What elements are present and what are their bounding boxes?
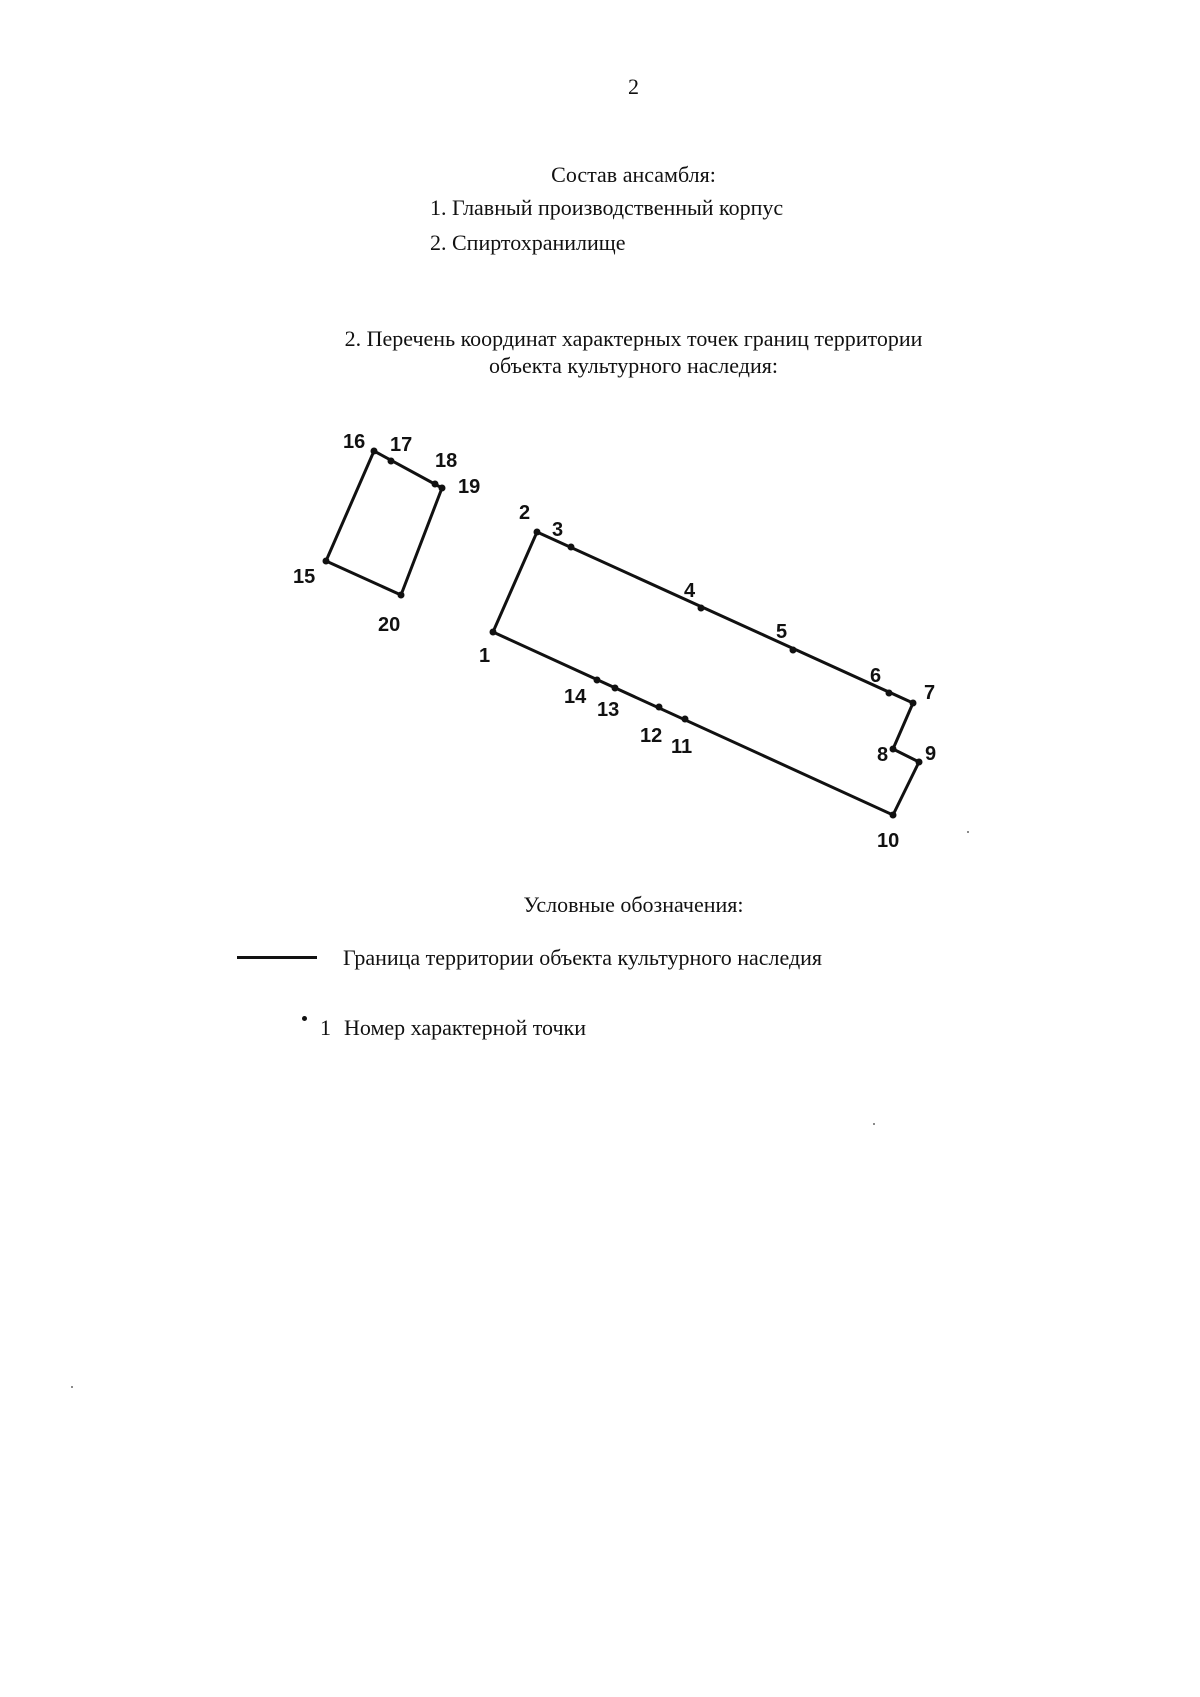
composition-item: 2. Спиртохранилище xyxy=(430,230,626,255)
boundary-point xyxy=(388,458,395,465)
point-label: 13 xyxy=(597,699,620,721)
legend-boundary-line-text: Граница территории объекта культурного наследия xyxy=(343,945,823,970)
boundary-point xyxy=(916,759,923,766)
scan-speck xyxy=(71,1386,73,1388)
boundary-point xyxy=(656,704,663,711)
legend-point-number: 1 xyxy=(320,1015,331,1040)
point-label: 12 xyxy=(640,725,663,747)
point-label: 20 xyxy=(378,614,401,636)
boundary-point xyxy=(534,529,541,536)
scan-speck xyxy=(873,1123,875,1125)
point-label: 16 xyxy=(343,431,366,453)
boundary-contour-spirit-storage xyxy=(326,451,442,595)
point-label: 5 xyxy=(776,621,788,643)
boundary-point xyxy=(698,605,705,612)
section-heading-line: объекта культурного наследия: xyxy=(489,353,778,378)
boundary-point xyxy=(323,558,330,565)
boundary-point xyxy=(886,690,893,697)
legend-point-text: Номер характерной точки xyxy=(344,1015,586,1040)
scan-speck xyxy=(967,831,969,833)
point-label: 19 xyxy=(458,476,481,498)
boundary-point xyxy=(790,647,797,654)
point-label: 18 xyxy=(435,450,458,472)
boundary-point xyxy=(890,746,897,753)
boundary-point xyxy=(612,685,619,692)
point-label: 14 xyxy=(564,686,587,708)
legend-boundary-line-sample xyxy=(237,956,317,959)
legend-point-marker-icon xyxy=(302,1016,307,1021)
section-heading-line: 2. Перечень координат характерных точек границ территории xyxy=(344,326,923,351)
point-label: 6 xyxy=(870,665,882,687)
boundary-contour-main-building xyxy=(493,532,919,815)
boundary-point xyxy=(910,700,917,707)
point-label: 11 xyxy=(671,736,693,758)
boundary-point xyxy=(594,677,601,684)
point-label: 17 xyxy=(390,434,413,456)
boundary-point xyxy=(890,812,897,819)
boundary-point xyxy=(439,485,446,492)
page-number: 2 xyxy=(628,74,639,99)
boundary-point xyxy=(568,544,575,551)
boundary-point xyxy=(682,716,689,723)
point-label: 2 xyxy=(519,502,531,524)
point-label: 3 xyxy=(552,519,564,541)
boundary-point xyxy=(371,448,378,455)
boundary-point-labels xyxy=(293,431,936,852)
point-label: 4 xyxy=(684,580,696,602)
composition-item: 1. Главный производственный корпус xyxy=(430,195,784,220)
point-label: 10 xyxy=(877,830,900,852)
boundary-point xyxy=(490,629,497,636)
point-label: 8 xyxy=(877,744,889,766)
boundary-point xyxy=(398,592,405,599)
composition-title: Состав ансамбля: xyxy=(551,162,716,187)
point-label: 15 xyxy=(293,566,316,588)
legend-title: Условные обозначения: xyxy=(523,892,744,917)
point-label: 1 xyxy=(479,645,491,667)
point-label: 7 xyxy=(924,682,936,704)
boundary-point xyxy=(432,481,439,488)
boundary-points xyxy=(323,448,923,819)
point-label: 9 xyxy=(925,743,937,765)
